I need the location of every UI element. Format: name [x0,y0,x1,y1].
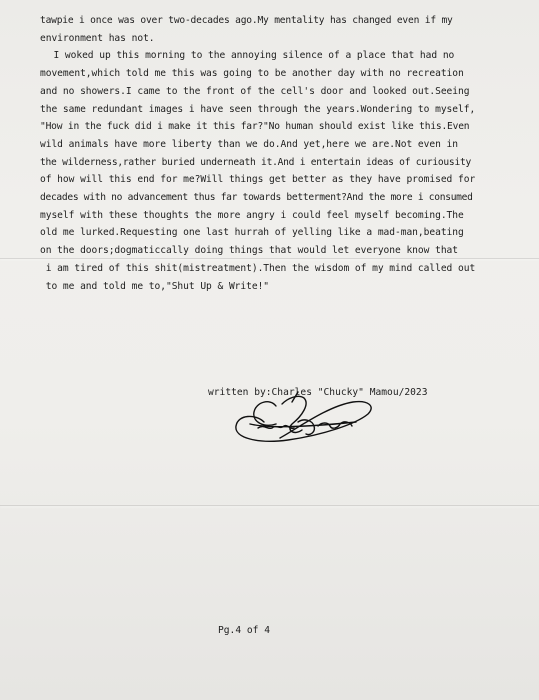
text-line: decades with no advancement thus far towards betterment?And the more i consumed [40,192,473,203]
text-line: the same redundant images i have seen through the years.Wondering to myself, [40,103,476,115]
text-line: to me and told me to,"Shut Up & Write!" [40,280,270,292]
text-line: tawpie i once was over two-decades ago.My mentality has changed even if my [40,15,453,26]
text-line: of how will this end for me?Will things get better as they have promised for [40,174,476,186]
handwritten-signature [228,378,378,458]
paper-fold-line [0,505,539,506]
text-line: old me lurked.Requesting one last hurrah of yelling like a mad-man,beating [40,227,464,239]
text-line: i am tired of this shit(mistreatment).Then the wisdom of my mind called out [40,262,476,274]
text-line: the wilderness,rather buried underneath it.And i entertain ideas of curiousity [40,156,472,168]
text-line: I woked up this morning to the annoying silence of a place that had no [42,50,455,62]
text-line: myself with these thoughts the more angry i could feel myself becoming.The [40,209,464,221]
author-credit: written by:Charles "Chucky" Mamou/2023 [208,387,428,398]
text-line: and no showers.I came to the front of the cell's door and looked out.Seeing [40,85,470,97]
text-line: movement,which told me this was going to be another day with no recreation [40,68,464,80]
text-line: wild animals have more liberty than we do.And yet,here we are.Not even in [40,138,458,150]
page-number: Pg.4 of 4 [218,625,270,636]
text-line: on the doors;dogmaticcally doing things that would let everyone know that [40,245,458,257]
text-line: environment has not. [40,32,155,44]
text-line: "How in the fuck did i make it this far?"No human should exist like this.Even [40,121,470,133]
